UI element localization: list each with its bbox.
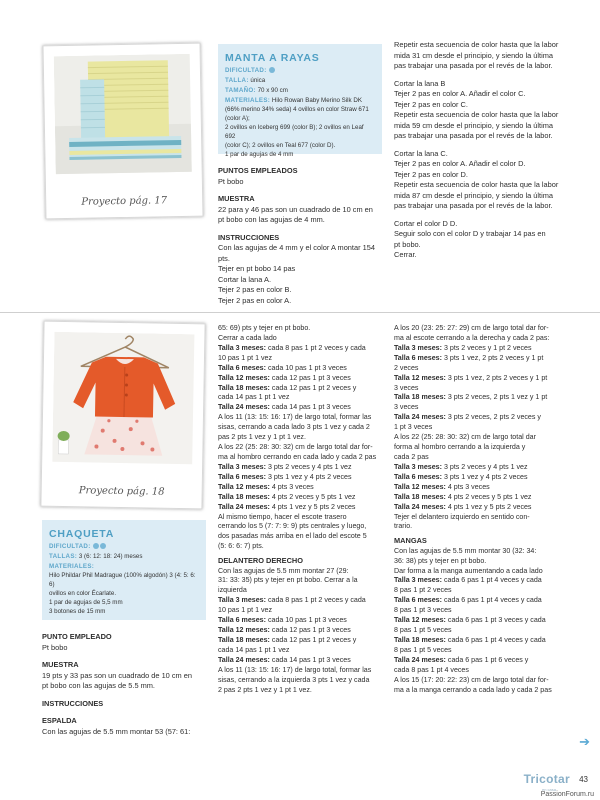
size-label: Talla 24 meses: (218, 403, 270, 412)
stitch-value: Pt bobo (218, 176, 244, 186)
text-span: cada 6 pas 1 pt 4 veces y cada (441, 576, 542, 585)
text-line (394, 433, 570, 443)
size-label: Talla 12 meses: (394, 482, 446, 491)
text-span: cada 8 pas 1 pt 4 veces (394, 665, 469, 674)
size-label: Talla 18 meses: (218, 383, 270, 392)
text-span: cerrando los 5 (7: 7: 9: 9) pts centrales y luego, (218, 522, 367, 531)
text-span: 10 pas 1 pt 1 vez (218, 606, 273, 615)
text-span: 8 pas 1 pt 3 veces (394, 606, 452, 615)
text-line (218, 413, 388, 423)
difficulty-ball-icon (269, 67, 275, 73)
materials-line: Hilo Phildar Phil Madrague (100% algodón) 3 (4: 5: 6: 6) (49, 572, 196, 589)
size-label: TALLA: (225, 77, 249, 85)
text-span: 8 pas 1 pt 2 veces (394, 586, 452, 595)
size-label: Talla 18 meses: (394, 393, 446, 402)
text-line (218, 646, 388, 656)
text-line (218, 334, 388, 344)
text-span: (5: 6: 6: 7) pts. (218, 542, 264, 551)
text-line (394, 443, 570, 453)
text-line (218, 433, 388, 443)
text-line (218, 513, 388, 523)
page-number: 43 (579, 775, 588, 784)
text-line: Repetir esta secuencia de color hasta que la labor (394, 40, 559, 49)
text-span: cada 2 pas (394, 452, 429, 461)
text-span: cada 8 pas 1 pt 2 veces y cada (265, 343, 366, 352)
text-span: forma al hombro cerrando a la izquierda y (394, 443, 526, 452)
text-line (218, 567, 388, 577)
size-label: Talla 3 meses: (394, 576, 442, 585)
text-span: Tejer el delantero izquierdo en sentido con- (394, 512, 530, 521)
gauge-line: 19 pts y 33 pas son un cuadrado de 10 cm en (42, 670, 192, 680)
jacket-image (52, 332, 194, 464)
back-line: Con las agujas de 5.5 mm montar 53 (57: 61: (42, 726, 191, 736)
text-span: 4 pts 1 vez y 5 pts 2 veces (445, 502, 532, 511)
text-line (218, 616, 388, 626)
text-line (394, 493, 570, 503)
gauge-heading: MUESTRA (42, 660, 79, 670)
text-line: pas trabajar una pasada por el revés de la labor. (394, 131, 553, 141)
gauge-line: pt bobo con las agujas de 5.5 mm. (42, 681, 155, 691)
text-line (218, 463, 388, 473)
text-span: 31: 33: 35) pts y tejer en pt bobo. Cerrar a la (218, 576, 358, 585)
size-value: única (250, 77, 266, 85)
text-line (218, 493, 388, 503)
text-span: cada 14 pas 1 pt 3 veces (269, 403, 351, 412)
text-line: Repetir esta secuencia de color hasta que la labor (394, 180, 559, 190)
text-line (218, 393, 388, 403)
size-label: Talla 3 meses: (218, 462, 266, 471)
text-span: A los 11 (13: 15: 16: 17) de largo total, formar las (218, 413, 372, 422)
text-line (218, 483, 388, 493)
size-label: Talla 12 meses: (394, 373, 446, 382)
text-line (394, 324, 570, 334)
text-line: mida 59 cm desde el principio, y siendo la última (394, 120, 553, 130)
text-span: 8 pas 1 pt 5 veces (394, 645, 452, 654)
text-span: cada 6 pas 1 pt 3 veces y cada (445, 616, 546, 625)
text-line (394, 393, 570, 403)
difficulty-ball-icon (93, 543, 99, 549)
text-span: 3 veces (394, 383, 419, 392)
text-line (394, 453, 570, 463)
text-span: Con las agujas de 5.5 mm montar 27 (29: (218, 566, 349, 575)
text-line: pt bobo. (394, 239, 421, 249)
text-span: 1 pt 3 veces (394, 423, 433, 432)
blanket-dimensions (225, 87, 375, 96)
text-span: A los 11 (13: 15: 16: 17) de largo total, formar las (218, 665, 372, 674)
materials-label: MATERIALES: (225, 97, 271, 105)
text-span: 2 veces (394, 363, 419, 372)
text-line (394, 586, 570, 596)
text-line: mida 87 cm desde el principio, y siendo la última (394, 190, 553, 200)
text-span: dos pasadas más arriba en el lado del escote 5 (218, 532, 367, 541)
text-line: Cortar la lana C. (394, 148, 448, 158)
text-line (218, 656, 388, 666)
text-line (218, 596, 388, 606)
text-line (218, 324, 388, 334)
text-line (218, 403, 388, 413)
text-span: cada 10 pas 1 pt 3 veces (265, 616, 347, 625)
text-line (218, 503, 388, 513)
size-label: Talla 6 meses: (218, 472, 266, 481)
text-span: 3 pts 1 vez, 2 pts 2 veces y 1 pt (441, 353, 544, 362)
dimensions-value: 70 x 90 cm (257, 87, 288, 95)
text-span: ma al hombro cerrando en cada lado y cada 2 pas (218, 452, 377, 461)
materials-line: 1 par de agujas de 5,5 mm (49, 599, 123, 607)
text-span: 3 pts 2 veces y 1 pt 2 veces (441, 343, 532, 352)
text-span: ma al escote cerrando a la derecha y cada 2 pas: (394, 333, 550, 342)
text-span: cada 6 pas 1 pt 4 veces y cada (441, 596, 542, 605)
arrow-right-icon: ➔ (579, 734, 590, 749)
text-span: 3 pts 1 vez y 4 pts 2 veces (265, 472, 352, 481)
text-line (218, 522, 388, 532)
stitch-heading: PUNTO EMPLEADO (42, 632, 112, 641)
text-span: cada 12 pas 1 pt 3 veces (269, 626, 351, 635)
text-line: Cortar la lana B (394, 78, 446, 88)
jacket-middle-column (218, 324, 388, 696)
text-span: cada 6 pas 1 pt 6 veces y (445, 655, 529, 664)
materials-label: MATERIALES: (49, 563, 95, 571)
text-line (394, 513, 570, 523)
text-span: izquierda (218, 586, 247, 595)
text-line: Tejer 2 pas en color A. Añadir el color C. (394, 89, 526, 99)
instructions-heading: INSTRUCCIONES (218, 232, 280, 242)
size-label: Talla 18 meses: (394, 492, 446, 501)
size-label: Talla 6 meses: (394, 353, 442, 362)
difficulty-label: DIFICULTAD: (49, 543, 91, 551)
size-label: Talla 24 meses: (394, 413, 446, 422)
text-span: 8 pas 1 pt 5 veces (394, 626, 452, 635)
text-line: Repetir esta secuencia de color hasta que la labor (394, 110, 559, 120)
text-line (394, 413, 570, 423)
jacket-caption: Proyecto pág. 18 (78, 485, 165, 498)
text-span: A los 22 (25: 28: 30: 32) cm de largo total dar (394, 433, 536, 442)
materials-line: (66% merino 34% seda) 4 ovillos en color Straw 671 (color A); (225, 106, 369, 123)
back-heading: ESPALDA (42, 716, 77, 726)
section-heading: MANGAS (394, 536, 427, 546)
magazine-logo-sub: en casa (541, 787, 556, 792)
text-line (394, 646, 570, 656)
sizes-label: TALLAS: (49, 553, 78, 561)
text-line (218, 453, 388, 463)
text-span: sisas, cerrando a cada lado 3 pts 1 vez y cada 2 (218, 423, 370, 432)
text-line (394, 483, 570, 493)
blanket-right-column (394, 40, 578, 261)
text-line (394, 473, 570, 483)
materials-line: ovillos en color Écarlate. (49, 590, 117, 598)
jacket-materials (49, 563, 199, 617)
text-line (394, 334, 570, 344)
size-label: Talla 3 meses: (394, 462, 442, 471)
striped-blanket-image (54, 54, 192, 174)
text-line (394, 576, 570, 586)
text-line (218, 686, 388, 696)
text-line (218, 423, 388, 433)
size-label: Talla 6 meses: (218, 363, 266, 372)
size-label: Talla 3 meses: (218, 343, 266, 352)
jacket-difficulty (49, 543, 199, 552)
text-line (218, 344, 388, 354)
size-label: Talla 18 meses: (218, 492, 270, 501)
size-label: Talla 24 meses: (394, 655, 446, 664)
watermark: PassionForum.ru (540, 791, 594, 798)
section-heading: DELANTERO DERECHO (218, 556, 303, 566)
text-line (218, 532, 388, 542)
spacer (394, 72, 578, 79)
text-span: cada 12 pas 1 pt 2 veces y (269, 383, 357, 392)
text-line (218, 666, 388, 676)
text-line (394, 656, 570, 666)
text-span: 2 pas 2 pts 1 vez y 1 pt 1 vez. (218, 685, 312, 694)
text-span: trario. (394, 522, 413, 531)
size-label: Talla 6 meses: (218, 616, 266, 625)
blanket-difficulty (225, 67, 375, 76)
text-span: cada 10 pas 1 pt 3 veces (265, 363, 347, 372)
text-span: 3 veces (394, 403, 419, 412)
text-line (394, 344, 570, 354)
text-span: A los 22 (25: 28: 30: 32) cm de largo total dar for- (218, 443, 373, 452)
text-span: cada 14 pas 1 pt 3 veces (269, 655, 351, 664)
text-span: 3 pts 1 vez y 4 pts 2 veces (441, 472, 528, 481)
blanket-title: MANTA A RAYAS (225, 52, 320, 64)
text-span: 4 pts 2 veces y 5 pts 1 vez (445, 492, 532, 501)
text-line: Tejer 2 pas en color C. (394, 99, 468, 109)
stitch-value: Pt bobo (42, 642, 68, 652)
instruction-line: Con las agujas de 4 mm y el color A montar 154 pts. (218, 243, 375, 263)
text-span: 3 pts 2 veces, 2 pts 2 veces y (445, 413, 541, 422)
materials-line: 2 ovillos en Iceberg 699 (color B); 2 ovillos en Leaf 692 (225, 124, 364, 141)
jacket-sizes (49, 553, 199, 562)
text-line (394, 666, 570, 676)
materials-line: (color C); 2 ovillos en Teal 677 (color D). (225, 142, 336, 150)
text-line (218, 542, 388, 552)
text-line: Cortar el color D D. (394, 218, 458, 228)
text-line: Tejer 2 pas en color D. (394, 169, 468, 179)
text-span: 4 pts 1 vez y 5 pts 2 veces (269, 502, 356, 511)
jacket-title: CHAQUETA (49, 528, 115, 540)
blanket-caption: Proyecto pág. 17 (81, 195, 168, 208)
text-line (218, 586, 388, 596)
difficulty-ball-icon (100, 543, 106, 549)
text-line (218, 374, 388, 384)
text-span: Al mismo tiempo, hacer el escote trasero (218, 512, 347, 521)
blanket-instructions-column (218, 166, 386, 306)
text-line (394, 403, 570, 413)
jacket-right-column (394, 324, 570, 696)
text-span: 4 pts 3 veces (445, 482, 490, 491)
blanket-photo (54, 54, 192, 174)
text-line (394, 423, 570, 433)
text-line (394, 354, 570, 364)
difficulty-label: DIFICULTAD: (225, 67, 267, 75)
text-line (394, 463, 570, 473)
text-line: pas trabajar una pasada por el revés de la labor. (394, 61, 553, 71)
text-line (218, 676, 388, 686)
instruction-line: Tejer en pt bobo 14 pas (218, 264, 296, 274)
text-span: cada 6 pas 1 pt 4 veces y cada (445, 636, 546, 645)
text-span: 3 pts 2 veces, 2 pts 1 vez y 1 pt (445, 393, 548, 402)
text-line (394, 596, 570, 606)
text-span: 36: 38) pts y tejer en pt bobo. (394, 556, 487, 565)
size-label: Talla 24 meses: (394, 502, 446, 511)
size-label: Talla 18 meses: (394, 636, 446, 645)
text-line (394, 676, 570, 686)
text-span: 10 pas 1 pt 1 vez (218, 353, 273, 362)
text-line (394, 522, 570, 532)
jacket-photo (52, 332, 194, 464)
text-line: Cerrar. (394, 250, 417, 260)
text-line (394, 616, 570, 626)
text-line: mida 31 cm desde el principio, y siendo la última (394, 50, 553, 60)
jacket-info-box (42, 520, 206, 620)
size-label: Talla 24 meses: (218, 655, 270, 664)
size-label: Talla 12 meses: (218, 482, 270, 491)
text-line (218, 364, 388, 374)
text-line (394, 503, 570, 513)
text-span: 3 pts 2 veces y 4 pts 1 vez (265, 462, 352, 471)
section-divider (0, 312, 600, 313)
text-line (394, 384, 570, 394)
text-line (218, 626, 388, 636)
text-line (394, 364, 570, 374)
spacer (394, 142, 578, 149)
text-line (394, 557, 570, 567)
text-span: A los 20 (23: 25: 27: 29) cm de largo total dar for- (394, 324, 549, 332)
text-span: 3 pts 2 veces y 4 pts 1 vez (441, 462, 528, 471)
text-span: cada 12 pas 1 pt 2 veces y (269, 636, 357, 645)
text-span: Dar forma a la manga aumentando a cada lado (394, 566, 543, 575)
gauge-line: pt bobo con las agujas de 4 mm. (218, 215, 325, 225)
text-line (394, 626, 570, 636)
text-line (394, 567, 570, 577)
text-span: A los 15 (17: 20: 22: 23) cm de largo total dar for- (394, 675, 549, 684)
text-line: Tejer 2 pas en color A. Añadir el color D. (394, 159, 526, 169)
blanket-photo-frame (42, 43, 203, 220)
size-label: Talla 3 meses: (394, 343, 442, 352)
text-line (394, 547, 570, 557)
text-line (218, 636, 388, 646)
stitch-heading: PUNTOS EMPLEADOS (218, 166, 298, 175)
jacket-photo-frame (40, 321, 205, 510)
size-label: Talla 24 meses: (218, 502, 270, 511)
text-span: cada 8 pas 1 pt 2 veces y cada (265, 596, 366, 605)
instruction-line: Tejer 2 pas en color A. (218, 295, 292, 305)
text-line (218, 473, 388, 483)
text-line (218, 384, 388, 394)
text-line (218, 443, 388, 453)
text-line (218, 354, 388, 364)
text-line (218, 606, 388, 616)
materials-line: 1 par de agujas de 4 mm (225, 151, 294, 159)
blanket-materials (225, 97, 375, 160)
size-label: Talla 18 meses: (218, 636, 270, 645)
text-span: Con las agujas de 5.5 mm montar 30 (32: 34: (394, 546, 537, 555)
text-span: cada 12 pas 1 pt 3 veces (269, 373, 351, 382)
blanket-info-box (218, 44, 382, 159)
text-span: sisas, cerrando a la izquierda 3 pts 1 vez y cada (218, 675, 370, 684)
instruction-line: Tejer 2 pas en color B. (218, 285, 292, 295)
text-line (394, 374, 570, 384)
instruction-line: Cortar la lana A. (218, 274, 271, 284)
text-span: cada 14 pas 1 pt 1 vez (218, 393, 290, 402)
gauge-line: 22 para y 46 pas son un cuadrado de 10 cm en (218, 204, 373, 214)
text-line: Seguir solo con el color D y trabajar 14 pas en (394, 229, 546, 239)
instructions-heading: INSTRUCCIONES (42, 698, 104, 708)
text-line (394, 686, 570, 696)
text-span: cada 14 pas 1 pt 1 vez (218, 645, 290, 654)
text-span: pas 2 pts 1 vez y 1 pt 1 vez. (218, 433, 306, 442)
size-label: Talla 12 meses: (394, 616, 446, 625)
text-line (218, 576, 388, 586)
text-span: 3 pts 1 vez, 2 pts 2 veces y 1 pt (445, 373, 548, 382)
text-span: 65: 69) pts y tejer en pt bobo. (218, 324, 311, 332)
size-label: Talla 12 meses: (218, 626, 270, 635)
text-line (394, 636, 570, 646)
text-span: 4 pts 2 veces y 5 pts 1 vez (269, 492, 356, 501)
text-span: Cerrar a cada lado (218, 333, 277, 342)
jacket-left-column (42, 632, 210, 737)
text-span: ma a la manga cerrando a cada lado y cada 2 pas (394, 685, 552, 694)
text-line: pas trabajar una pasada por el revés de la labor. (394, 201, 553, 211)
magazine-logo: Tricotar (523, 772, 570, 786)
size-label: Talla 3 meses: (218, 596, 266, 605)
gauge-heading: MUESTRA (218, 194, 255, 204)
text-line (394, 606, 570, 616)
size-label: Talla 6 meses: (394, 596, 442, 605)
sizes-value: 3 (6: 12: 18: 24) meses (78, 553, 143, 561)
dimensions-label: TAMAÑO: (225, 87, 256, 95)
materials-line: Hilo Rowan Baby Merino Silk DK (271, 97, 362, 105)
materials-line: 3 botones de 15 mm (49, 608, 106, 616)
text-span: 4 pts 3 veces (269, 482, 314, 491)
blanket-size (225, 77, 375, 86)
size-label: Talla 6 meses: (394, 472, 442, 481)
spacer (394, 212, 578, 219)
size-label: Talla 12 meses: (218, 373, 270, 382)
